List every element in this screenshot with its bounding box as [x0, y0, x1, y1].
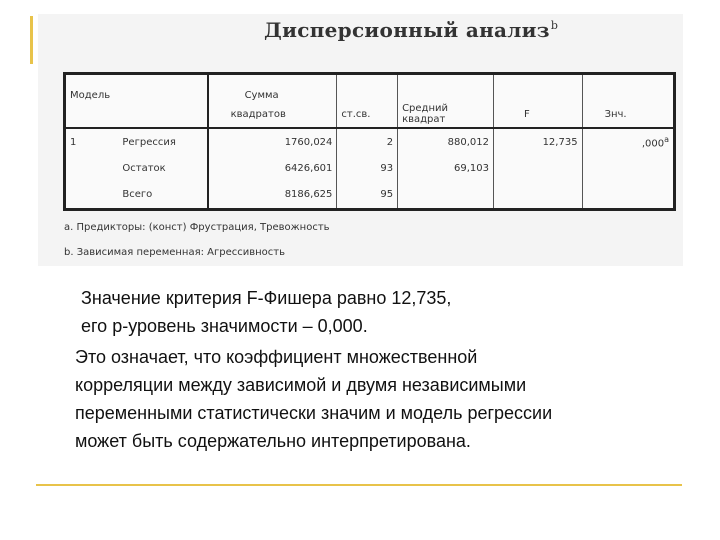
- cell-model: [65, 182, 119, 210]
- header-empty: [398, 74, 494, 102]
- cell-ms: 69,103: [398, 156, 494, 182]
- title-superscript: b: [550, 19, 559, 33]
- header-empty: [493, 74, 582, 102]
- cell-sig-value: ,000: [641, 138, 665, 150]
- header-df: ст.св.: [337, 101, 398, 128]
- cell-name: Регрессия: [122, 136, 176, 148]
- header-empty: [118, 101, 207, 128]
- accent-bar: [30, 16, 33, 64]
- header-empty: [65, 101, 119, 128]
- header-row-1: [65, 74, 675, 102]
- text-line-3: Это означает, что коэффициент множественной: [75, 347, 478, 367]
- text-line-1: Значение критерия F-Фишера равно 12,735,: [81, 288, 452, 308]
- header-empty: [118, 74, 207, 102]
- header-ss-line1: Сумма: [208, 74, 337, 102]
- table-row: [65, 156, 675, 182]
- cell-f: [493, 156, 582, 182]
- cell-name: Остаток: [122, 163, 166, 175]
- cell-df: 95: [337, 182, 398, 210]
- text-line-2: его р-уровень значимости – 0,000.: [81, 316, 368, 336]
- cell-ss: 6426,601: [208, 156, 337, 182]
- cell-ss: 1760,024: [208, 128, 337, 155]
- header-empty: [337, 74, 398, 102]
- text-line-4: корреляции между зависимой и двумя независимыми: [75, 375, 527, 395]
- table-row: [65, 128, 675, 155]
- header-ss-line2: квадратов: [208, 101, 337, 128]
- table-title-text: Дисперсионный анализ: [264, 18, 550, 42]
- cell-ss: 8186,625: [208, 182, 337, 210]
- cell-f: 12,735: [493, 128, 582, 155]
- cell-name: Всего: [122, 189, 153, 201]
- cell-f: [493, 182, 582, 210]
- header-model: Модель: [70, 90, 111, 102]
- header-sig: Знч.: [582, 101, 674, 128]
- cell-model: 1: [70, 136, 77, 148]
- text-line-6: может быть содержательно интерпретирована.: [75, 431, 471, 451]
- text-line-5: переменными статистически значим и модель регрессии: [75, 403, 553, 423]
- cell-model: [65, 156, 119, 182]
- cell-df: 2: [337, 128, 398, 155]
- header-row-2: [65, 101, 675, 128]
- header-f: F: [493, 101, 582, 128]
- cell-sig-footnote: a: [664, 135, 669, 145]
- footnote-b: b. Зависимая переменная: Агрессивность: [64, 247, 286, 258]
- cell-sig: [582, 156, 674, 182]
- cell-sig: [582, 128, 674, 155]
- header-ms: Средний квадрат: [398, 101, 494, 128]
- footnote-a: a. Предикторы: (конст) Фрустрация, Тревожность: [64, 222, 330, 233]
- table-title: [264, 18, 558, 42]
- anova-table: [63, 72, 676, 211]
- cell-sig: [582, 182, 674, 210]
- bottom-divider: [36, 484, 682, 486]
- anova-table-image: [38, 14, 683, 266]
- header-empty: [582, 74, 674, 102]
- cell-ms: [398, 182, 494, 210]
- cell-df: 93: [337, 156, 398, 182]
- cell-ms: 880,012: [398, 128, 494, 155]
- table-row: [65, 182, 675, 210]
